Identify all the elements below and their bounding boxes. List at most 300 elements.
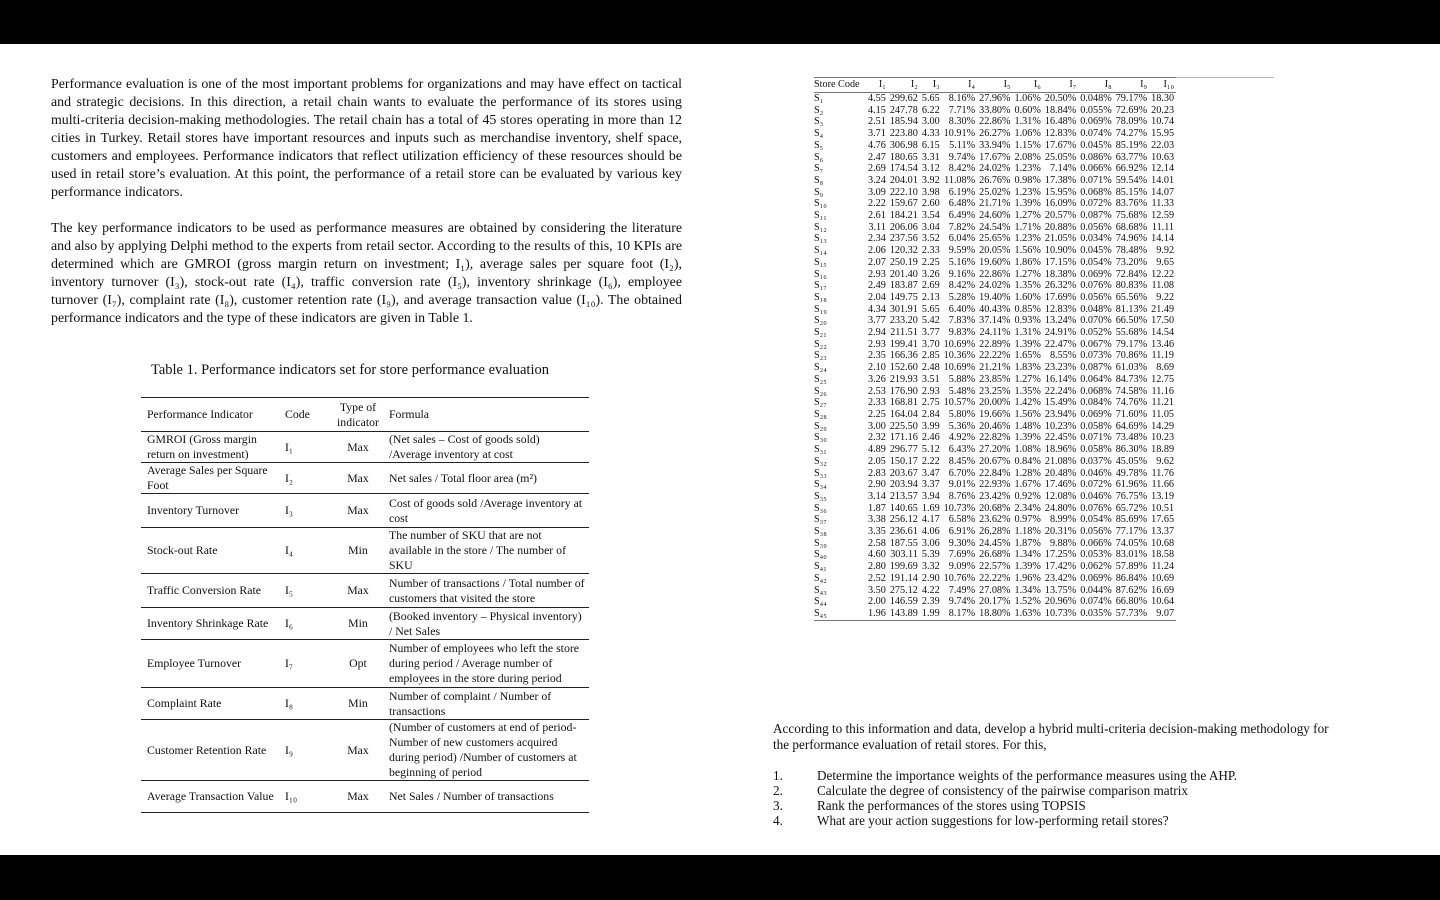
store-kpi-value: 11.05 [1151,408,1175,420]
store-row [814,187,1176,199]
store-kpi-value: 10.74 [1151,116,1175,128]
store-row [814,327,1176,339]
store-kpi-value: 4.06 [921,526,940,538]
indicator-formula: (Booked inventory – Physical inventory) / Net Sales [389,608,582,638]
store-kpi-value: 24.45% [979,537,1011,549]
store-code: S₃₇ [814,514,827,526]
store-code: S₂₂ [814,338,827,350]
store-kpi-value: 10.68 [1151,537,1175,549]
store-kpi-value: 1.15% [1014,139,1041,151]
store-kpi-value: 1.06% [1014,128,1041,140]
store-kpi-value: 79.17% [1115,338,1148,350]
store-kpi-value: 171.16 [889,432,918,444]
store-kpi-value: 81.13% [1115,303,1148,315]
store-code: S₁₅ [814,256,827,268]
store-kpi-value: 1.39% [1014,338,1041,350]
store-kpi-value: 20.46% [979,420,1011,432]
store-kpi-value: 1.60% [1014,291,1041,303]
store-kpi-value: 27.20% [979,444,1011,456]
store-kpi-value: 299.62 [889,93,918,104]
store-kpi-value: 0.054% [1080,514,1112,526]
store-kpi-value: 0.058% [1080,420,1112,432]
store-kpi-value: 183.87 [889,280,918,292]
store-table-header-cell: I₈ [1078,78,1113,93]
store-kpi-value: 3.50 [868,584,886,596]
store-kpi-value: 2.10 [868,362,886,374]
store-row [814,93,1176,105]
store-kpi-value: 2.60 [921,198,940,210]
store-row [814,292,1176,304]
store-kpi-value: 199.41 [889,338,918,350]
store-code: S₁₈ [814,291,827,303]
store-kpi-value: 7.83% [948,315,976,327]
store-code: S₇ [814,163,824,175]
store-code: S₂ [814,104,824,116]
store-kpi-value: 211.51 [890,327,918,339]
store-kpi-value: 2.84 [921,408,940,420]
store-kpi-value: 0.034% [1080,233,1112,245]
store-kpi-value: 85.69% [1115,514,1148,526]
store-kpi-value: 2.48 [921,362,940,374]
store-code: S₂₀ [814,315,827,327]
store-kpi-value: 0.98% [1014,174,1041,186]
store-kpi-value: 6.43% [948,444,976,456]
store-kpi-value: 256.12 [889,514,918,526]
store-row [814,585,1176,597]
store-kpi-value: 23.42% [1044,572,1077,584]
store-kpi-value: 66.80% [1115,596,1148,608]
store-row [814,409,1176,421]
store-kpi-value: 296.77 [889,444,918,456]
table1-row [141,528,589,574]
store-kpi-value: 22.45% [1044,432,1077,444]
store-kpi-value: 1.34% [1014,584,1041,596]
store-kpi-value: 9.16% [948,268,976,280]
store-kpi-value: 5.12 [921,444,940,456]
store-table-header-row [814,78,1176,93]
store-kpi-value: 0.071% [1080,174,1112,186]
store-kpi-value: 20.17% [979,596,1011,608]
store-kpi-value: 219.93 [889,373,918,385]
store-kpi-value: 2.47 [868,151,886,163]
store-kpi-value: 159.67 [889,198,918,210]
store-kpi-value: 0.048% [1080,303,1112,315]
store-kpi-value: 5.65 [921,93,940,104]
store-table-header-cell: I₉ [1114,78,1149,93]
store-kpi-value: 9.59% [948,245,976,257]
store-kpi-value: 74.05% [1115,537,1148,549]
indicator-code: I₅ [285,583,294,597]
store-kpi-value: 20.57% [1044,210,1077,222]
store-kpi-value: 3.24 [868,174,886,186]
store-kpi-value: 2.90 [921,572,940,584]
store-kpi-value: 14.14 [1151,233,1175,245]
store-code: S₁₉ [814,303,827,315]
store-kpi-value: 24.91% [1044,327,1077,339]
store-table-header-cell: I₇ [1043,78,1078,93]
store-kpi-value: 9.09% [948,561,976,573]
store-kpi-value: 20.31% [1044,526,1077,538]
store-kpi-value: 18.38% [1044,268,1077,280]
store-kpi-value: 2.06 [868,245,886,257]
store-kpi-value: 1.35% [1014,280,1041,292]
store-kpi-value: 74.76% [1115,397,1148,409]
task-number: 2. [773,783,783,798]
performance-indicator-table [141,397,589,813]
store-kpi-value: 1.63% [1014,607,1041,619]
store-kpi-value: 0.045% [1080,245,1112,257]
store-kpi-value: 5.48% [948,385,976,397]
indicator-formula: Net sales / Total floor area (m²) [389,470,537,485]
indicator-name: Customer Retention Rate [147,742,267,757]
store-kpi-value: 0.97% [1014,514,1041,526]
indicator-type: Max [347,503,369,517]
store-kpi-value: 1.31% [1014,116,1041,128]
table1-row [141,720,589,781]
store-kpi-value: 2.05 [868,455,886,467]
store-kpi-value: 5.28% [948,291,976,303]
store-kpi-value: 26.76% [979,174,1011,186]
store-kpi-value: 23.62% [979,514,1011,526]
store-kpi-value: 0.064% [1080,373,1112,385]
store-kpi-value: 4.76 [868,139,886,151]
store-kpi-value: 2.34% [1014,502,1041,514]
indicator-name: Average Sales per Square Foot [147,463,268,492]
store-kpi-value: 0.046% [1080,490,1112,502]
store-kpi-value: 18.30 [1151,93,1175,104]
store-kpi-value: 222.10 [889,186,918,198]
store-kpi-value: 17.38% [1044,174,1077,186]
store-kpi-value: 15.95% [1044,186,1077,198]
store-table-header-cell: I₁₀ [1149,78,1176,93]
store-kpi-value: 63.77% [1115,151,1148,163]
table1-row [141,781,589,813]
indicator-name: GMROI (Gross margin return on investment) [147,432,257,461]
store-kpi-value: 8.16% [948,93,976,104]
store-code: S₁₀ [814,198,827,210]
store-kpi-value: 27.08% [979,584,1011,596]
store-kpi-value: 1.31% [1014,327,1041,339]
store-kpi-value: 225.50 [889,420,918,432]
store-kpi-value: 24.02% [979,280,1011,292]
store-kpi-value: 22.57% [979,561,1011,573]
indicator-name: Inventory Turnover [147,503,240,517]
store-row [814,386,1176,398]
store-row [814,503,1176,515]
store-kpi-value: 9.83% [948,327,976,339]
store-kpi-value: 2.69 [921,280,940,292]
store-row [814,421,1176,433]
store-kpi-value: 5.65 [921,303,940,315]
store-kpi-value: 0.035% [1080,607,1112,619]
store-kpi-value: 8.42% [948,163,976,175]
store-kpi-value: 79.17% [1115,93,1148,104]
store-kpi-value: 22.86% [979,268,1011,280]
store-kpi-value: 1.96 [868,607,886,619]
store-kpi-value: 0.066% [1080,163,1112,175]
store-kpi-value: 9.65 [1156,256,1175,268]
store-kpi-value: 11.76 [1151,467,1175,479]
store-kpi-value: 301.91 [889,303,918,315]
store-kpi-value: 45.05% [1115,455,1148,467]
store-kpi-value: 8.42% [948,280,976,292]
store-kpi-value: 70.86% [1115,350,1148,362]
store-kpi-value: 2.85 [921,350,940,362]
store-kpi-value: 74.96% [1115,233,1148,245]
store-kpi-value: 19.66% [979,408,1011,420]
store-kpi-value: 5.88% [948,373,976,385]
store-kpi-value: 11.08 [1151,280,1175,292]
store-kpi-value: 1.83% [1014,362,1041,374]
store-kpi-value: 24.60% [979,210,1011,222]
store-row [814,339,1176,351]
store-kpi-value: 0.058% [1080,444,1112,456]
indicator-formula: Cost of goods sold /Average inventory at cost [389,495,583,525]
store-kpi-value: 65.72% [1115,502,1148,514]
store-kpi-value: 2.46 [921,432,940,444]
store-kpi-value: 55.68% [1115,327,1148,339]
store-kpi-value: 1.99 [921,607,940,619]
table1-header-row [141,398,589,432]
store-kpi-value: 27.96% [979,93,1011,104]
indicator-name: Stock-out Rate [147,543,218,557]
store-kpi-value: 23.25% [979,385,1011,397]
document-page [0,44,1440,855]
store-kpi-value: 4.92% [948,432,976,444]
store-kpi-value: 2.33 [921,245,940,257]
store-kpi-value: 11.11 [1151,221,1175,233]
store-kpi-value: 1.34% [1014,549,1041,561]
store-kpi-value: 17.46% [1044,479,1077,491]
store-kpi-value: 1.56% [1014,245,1041,257]
store-kpi-value: 12.59 [1151,210,1175,222]
store-kpi-value: 1.87 [868,502,886,514]
store-kpi-value: 0.045% [1080,139,1112,151]
store-kpi-value: 23.42% [979,490,1011,502]
store-kpi-value: 2.39 [921,596,940,608]
store-kpi-value: 22.03 [1151,139,1175,151]
store-table-header-cell: I₁ [866,78,888,93]
store-kpi-value: 3.51 [921,373,940,385]
store-kpi-value: 33.94% [979,139,1011,151]
store-row [814,561,1176,573]
store-code: S₁₄ [814,245,827,257]
store-code: S₄₀ [814,549,827,561]
store-table-header-cell: I₂ [888,78,920,93]
store-kpi-value: 12.22 [1151,268,1175,280]
store-kpi-value: 8.99% [1049,514,1077,526]
store-kpi-value: 17.25% [1044,549,1077,561]
store-row [814,374,1176,386]
store-kpi-value: 187.55 [889,537,918,549]
task-text: Rank the performances of the stores using TOPSIS [817,798,1086,813]
store-kpi-value: 23.23% [1044,362,1077,374]
store-code: S₁₁ [814,210,827,222]
store-kpi-value: 3.52 [921,233,940,245]
store-code: S₆ [814,151,824,163]
store-kpi-value: 185.94 [889,116,918,128]
store-kpi-value: 0.062% [1080,561,1112,573]
store-code: S₉ [814,186,824,198]
store-code: S₃₀ [814,432,827,444]
store-kpi-value: 0.046% [1080,467,1112,479]
store-kpi-value: 191.14 [889,572,918,584]
store-kpi-value: 2.35 [868,350,886,362]
store-kpi-value: 61.03% [1115,362,1148,374]
table1-row [141,608,589,640]
store-kpi-value: 236.61 [889,526,918,538]
store-kpi-value: 10.69% [943,338,976,350]
store-kpi-value: 18.96% [1044,444,1077,456]
store-kpi-value: 9.22 [1156,291,1175,303]
store-kpi-value: 0.052% [1080,327,1112,339]
store-kpi-value: 3.54 [921,210,940,222]
store-kpi-value: 10.23% [1044,420,1077,432]
store-kpi-value: 10.23 [1151,432,1175,444]
store-kpi-value: 14.54 [1151,327,1175,339]
task-item [773,798,1237,813]
indicator-code: I₆ [285,616,294,630]
indicator-name: Inventory Shrinkage Rate [147,616,269,630]
store-row [814,116,1176,128]
store-code: S₂₆ [814,385,827,397]
store-kpi-value: 3.06 [921,537,940,549]
store-kpi-value: 1.39% [1014,561,1041,573]
store-row [814,362,1176,374]
store-kpi-value: 12.08% [1044,490,1077,502]
store-kpi-value: 15.95 [1151,128,1175,140]
indicator-formula: The number of SKU that are not available in the store / The number of SKU [389,528,567,572]
store-kpi-value: 5.39 [921,549,940,561]
store-kpi-value: 1.28% [1014,467,1041,479]
store-kpi-value: 4.17 [921,514,940,526]
store-kpi-value: 2.32 [868,432,886,444]
store-kpi-value: 77.17% [1115,526,1148,538]
store-code: S₂₄ [814,362,827,374]
store-kpi-value: 16.48% [1044,116,1077,128]
store-kpi-value: 65.56% [1115,291,1148,303]
store-kpi-value: 22.82% [979,432,1011,444]
store-kpi-value: 57.89% [1115,561,1148,573]
store-row [814,222,1176,234]
store-kpi-value: 199.69 [889,561,918,573]
store-kpi-value: 2.83 [868,467,886,479]
store-row [814,432,1176,444]
indicator-type: Max [347,789,369,803]
store-kpi-value: 2.25 [921,256,940,268]
store-kpi-value: 21.21% [979,362,1011,374]
store-row [814,163,1176,175]
store-kpi-value: 0.072% [1080,198,1112,210]
store-kpi-value: 0.037% [1080,455,1112,467]
store-kpi-value: 11.21 [1151,397,1175,409]
indicator-formula: Number of employees who left the store during period / Average number of employees in the store during period [389,641,580,685]
store-kpi-value: 3.31 [921,151,940,163]
indicator-type: Max [347,470,369,485]
indicator-code: I₄ [285,543,294,557]
store-code: S₃₈ [814,526,827,538]
store-row [814,491,1176,503]
table1-header-cell: Performance Indicator [147,407,253,421]
store-kpi-value: 22.22% [979,350,1011,362]
store-kpi-value: 0.044% [1080,584,1112,596]
store-kpi-value: 6.40% [948,303,976,315]
store-kpi-value: 19.60% [979,256,1011,268]
store-kpi-value: 7.49% [948,584,976,596]
store-code: S₁₂ [814,221,827,233]
store-kpi-value: 10.73% [1044,607,1077,619]
store-kpi-value: 3.14 [868,490,886,502]
store-kpi-value: 0.056% [1080,526,1112,538]
store-kpi-value: 0.054% [1080,256,1112,268]
store-code: S₁₇ [814,280,827,292]
store-kpi-value: 1.96% [1014,572,1041,584]
store-kpi-value: 10.51 [1151,502,1175,514]
store-kpi-value: 22.84% [979,467,1011,479]
store-kpi-value: 0.076% [1080,502,1112,514]
store-kpi-value: 11.33 [1151,198,1175,210]
store-kpi-value: 11.08% [944,174,976,186]
store-kpi-value: 247.78 [889,104,918,116]
store-kpi-value: 7.82% [948,221,976,233]
store-kpi-value: 1.52% [1014,596,1041,608]
store-kpi-value: 140.65 [889,502,918,514]
indicator-name: Employee Turnover [147,656,242,670]
store-kpi-value: 13.19 [1151,490,1175,502]
store-code: S₃₆ [814,502,827,514]
indicator-type: Min [348,543,368,557]
store-kpi-value: 1.67% [1014,479,1041,491]
store-kpi-value: 2.07 [868,256,886,268]
store-kpi-value: 12.83% [1044,128,1077,140]
store-row [814,479,1176,491]
store-kpi-value: 184.21 [889,210,918,222]
store-code: S₁₆ [814,268,827,280]
store-kpi-value: 14.01 [1151,174,1175,186]
store-kpi-value: 14.29 [1151,420,1175,432]
store-kpi-value: 72.69% [1115,104,1148,116]
intro-paragraph-1: Performance evaluation is one of the most important problems for organizations and may have effect on tactical and strategic decisions. In this direction, a retail chain wants to evaluate the performance of its stores using multi-criteria decision-making methodologies. The retail chain has a total of 45 stores operating in more than 12 cities in Turkey. Retail stores have important resources and inputs such as merchandise inventory, shelf space, customers and employees. Performance indicators that reflect utilization efficiency of these resources should be used in retail store’s evaluation. At this point, the performance of a retail store can be evaluated by various key performance indicators. [51,77,682,200]
store-kpi-value: 3.77 [868,315,886,327]
store-kpi-value: 2.04 [868,291,886,303]
store-kpi-value: 10.57% [943,397,976,409]
task-number: 1. [773,768,783,783]
store-kpi-value: 40.43% [979,303,1011,315]
store-kpi-value: 168.81 [889,397,918,409]
store-code: S₃₁ [814,444,827,456]
store-kpi-value: 2.75 [921,397,940,409]
store-kpi-value: 66.50% [1115,315,1148,327]
indicator-code: I₂ [285,470,294,485]
store-kpi-value: 16.69 [1151,584,1175,596]
store-kpi-value: 6.04% [948,233,976,245]
intro-paragraph-2: The key performance indicators to be used as performance measures are obtained by considering the literature and also by applying Delphi method to the experts from retail sector. According to the results of this, 10 KPIs are determined which are GMROI (gross margin return on investment; I₁), average sales per square foot (I₂), inventory turnover (I₃), stock-out rate (I₄), traffic conversion rate (I₅), inventory shrinkage (I₆), employee turnover (I₇), complaint rate (I₈), customer retention rate (I₉), and average transaction value (I₁₀). The obtained performance indicators and the type of these indicators are given in Table 1. [51,221,682,326]
indicator-type: Max [347,439,369,454]
store-kpi-value: 0.93% [1014,315,1041,327]
store-kpi-value: 80.83% [1115,280,1148,292]
store-kpi-value: 9.62 [1156,455,1175,467]
store-kpi-value: 6.91% [948,526,976,538]
store-kpi-value: 0.055% [1080,104,1112,116]
store-code: S₄₄ [814,596,827,608]
store-kpi-value: 21.71% [979,198,1011,210]
store-kpi-value: 6.22 [921,104,940,116]
store-kpi-value: 78.48% [1115,245,1148,257]
store-kpi-value: 75.68% [1115,210,1148,222]
store-kpi-value: 6.48% [948,198,976,210]
task-item [773,813,1237,828]
store-kpi-value: 21.08% [1044,455,1077,467]
